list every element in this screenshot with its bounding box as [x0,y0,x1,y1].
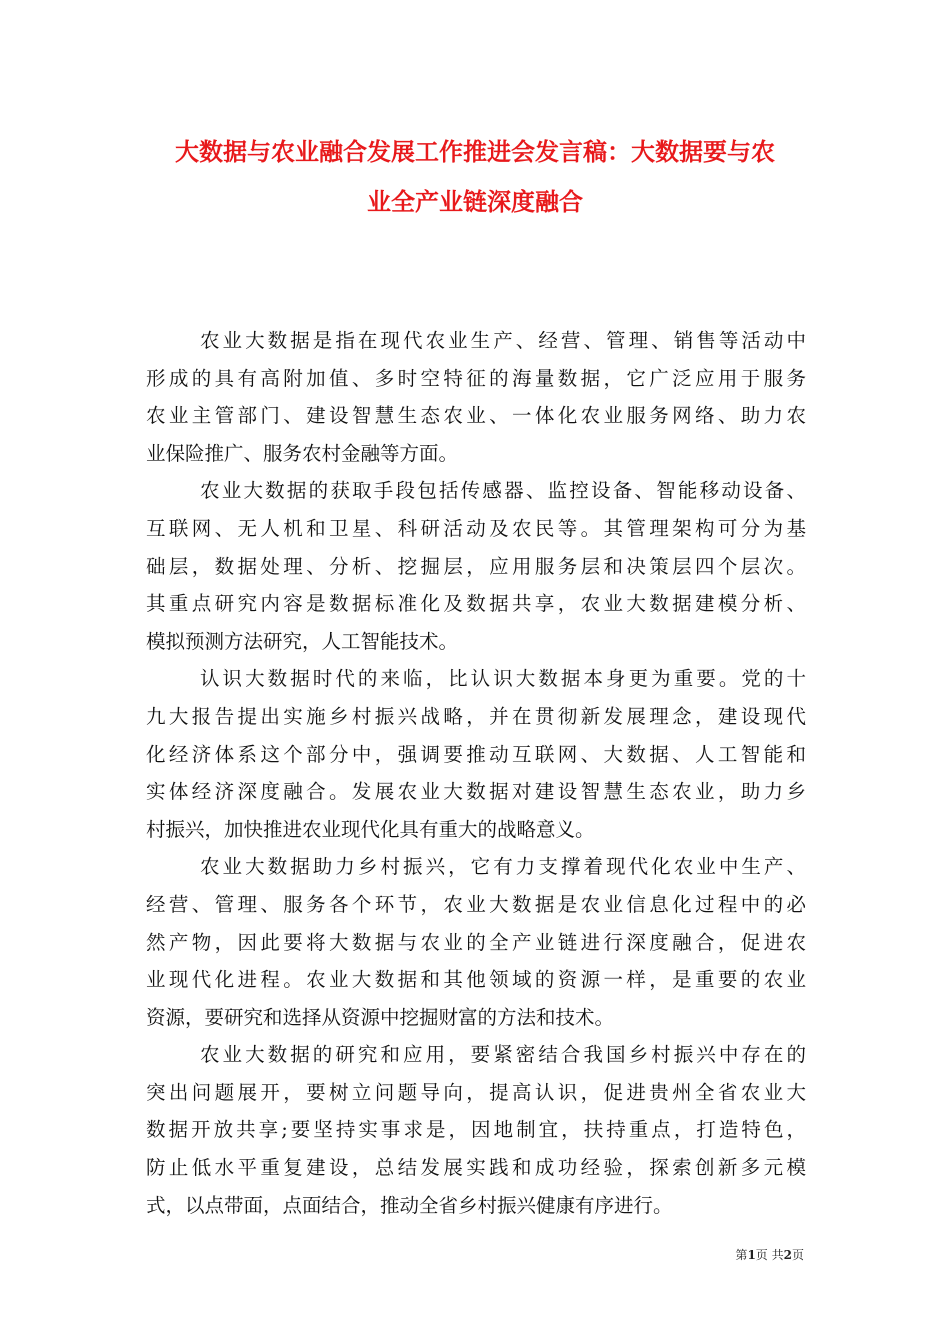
text-line: 经营、管理、服务各个环节，农业大数据是农业信息化过程中的必 [146,892,806,916]
text-line: 数据开放共享;要坚持实事求是，因地制宜，扶持重点，打造特色， [146,1118,806,1142]
current-page-number: 1 [747,1248,756,1262]
text-line: 实体经济深度融合。发展农业大数据对建设智慧生态农业，助力乡 [146,780,806,804]
text-line: 农业主管部门、建设智慧生态农业、一体化农业服务网络、助力农 [146,404,806,428]
title-line: 大数据与农业融合发展工作推进会发言稿：大数据要与农 [175,137,775,166]
text-line: 农业大数据是指在现代农业生产、经营、管理、销售等活动中 [200,329,806,352]
text-line: 防止低水平重复建设，总结发展实践和成功经验，探索创新多元模 [146,1156,806,1180]
text-line: 农业大数据的研究和应用，要紧密结合我国乡村振兴中存在的 [200,1043,806,1067]
paragraph [146,1036,806,1224]
text-line: 认识大数据时代的来临，比认识大数据本身更为重要。党的十 [200,667,806,691]
text-line: 村振兴，加快推进农业现代化具有重大的战略意义。 [146,817,595,841]
text-line: 其重点研究内容是数据标准化及数据共享，农业大数据建模分析、 [146,592,806,616]
paragraph [146,660,806,848]
total-page-number: 2 [783,1248,792,1262]
text-line: 突出问题展开，要树立问题导向，提高认识，促进贵州全省农业大 [146,1080,806,1104]
text-line: 资源，要研究和选择从资源中挖掘财富的方法和技术。 [146,1005,615,1029]
text-line: 础层，数据处理、分析、挖掘层，应用服务层和决策层四个层次。 [146,554,806,578]
paragraph [146,848,806,1036]
text-line: 形成的具有高附加值、多时空特征的海量数据，它广泛应用于服务 [146,366,806,390]
document-title [140,127,810,227]
footer-middle: 页 共 [755,1248,784,1262]
text-line: 业保险推广、服务农村金融等方面。 [146,441,459,465]
text-line: 然产物，因此要将大数据与农业的全产业链进行深度融合，促进农 [146,930,806,954]
text-line: 化经济体系这个部分中，强调要推动互联网、大数据、人工智能和 [146,742,806,766]
text-line: 业现代化进程。农业大数据和其他领域的资源一样，是重要的农业 [146,968,806,992]
title-line: 业全产业链深度融合 [367,187,583,216]
paragraph [146,472,806,660]
footer-prefix: 第 [735,1248,748,1262]
text-line: 互联网、无人机和卫星、科研活动及农民等。其管理架构可分为基 [146,516,806,540]
paragraph [146,322,806,472]
text-line: 农业大数据的获取手段包括传感器、监控设备、智能移动设备、 [200,479,806,503]
text-line: 模拟预测方法研究，人工智能技术。 [146,629,459,653]
text-line: 农业大数据助力乡村振兴，它有力支撑着现代化农业中生产、 [200,855,806,879]
footer-suffix: 页 [791,1248,804,1262]
page-number-footer [735,1246,804,1263]
document-body [146,322,806,1224]
text-line: 九大报告提出实施乡村振兴战略，并在贯彻新发展理念，建设现代 [146,704,806,728]
text-line: 式，以点带面，点面结合，推动全省乡村振兴健康有序进行。 [146,1193,673,1217]
